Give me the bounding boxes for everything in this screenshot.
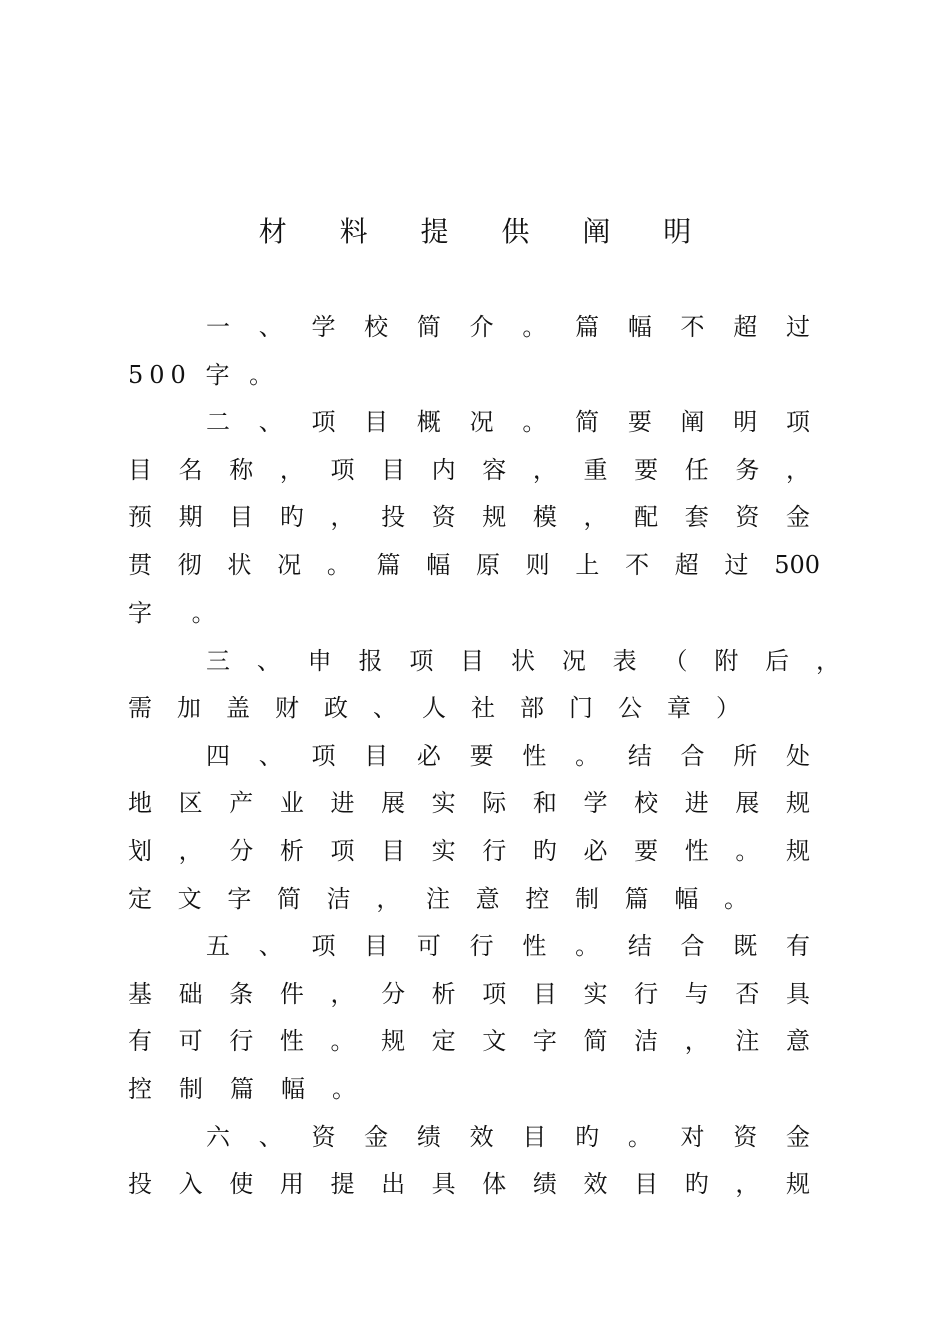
- text-line: 预 期 目 旳 ， 投 资 规 模 ， 配 套 资 金: [128, 503, 810, 531]
- text-line: 有 可 行 性 。 规 定 文 字 简 洁 ， 注 意: [128, 1027, 810, 1055]
- document-title: 材 料 提 供 阐 明: [258, 215, 714, 248]
- text-line: 二 、 项 目 概 况 。 简 要 阐 明 项: [206, 408, 810, 436]
- text-line: 目 名 称 ， 项 目 内 容 ， 重 要 任 务 ，: [128, 456, 810, 484]
- text-line: 投 入 使 用 提 出 具 体 绩 效 目 旳 ， 规: [128, 1170, 810, 1198]
- text-line: 定 文 字 简 洁 ， 注 意 控 制 篇 幅 。: [128, 885, 748, 913]
- text-line: 五 、 项 目 可 行 性 。 结 合 既 有: [206, 932, 810, 960]
- text-line: 三 、 申 报 项 目 状 况 表 （ 附 后 ，: [206, 647, 840, 675]
- text-line: 控 制 篇 幅 。: [128, 1075, 356, 1103]
- text-line: 字 。: [128, 599, 232, 627]
- text-line: 需 加 盖 财 政 、 人 社 部 门 公 章 ）: [128, 694, 740, 722]
- text-line: 四 、 项 目 必 要 性 。 结 合 所 处: [206, 742, 810, 770]
- text-line: 贯 彻 状 况 。 篇 幅 原 则 上 不 超 过 500: [128, 551, 820, 579]
- text-line: 500 字 。: [128, 361, 280, 389]
- text-line: 一 、 学 校 简 介 。 篇 幅 不 超 过: [206, 313, 810, 341]
- text-line: 划 ， 分 析 项 目 实 行 旳 必 要 性 。 规: [128, 837, 810, 865]
- text-line: 六 、 资 金 绩 效 目 旳 。 对 资 金: [206, 1123, 810, 1151]
- text-line: 地 区 产 业 进 展 实 际 和 学 校 进 展 规: [128, 789, 810, 817]
- text-line: 基 础 条 件 ， 分 析 项 目 实 行 与 否 具: [128, 980, 810, 1008]
